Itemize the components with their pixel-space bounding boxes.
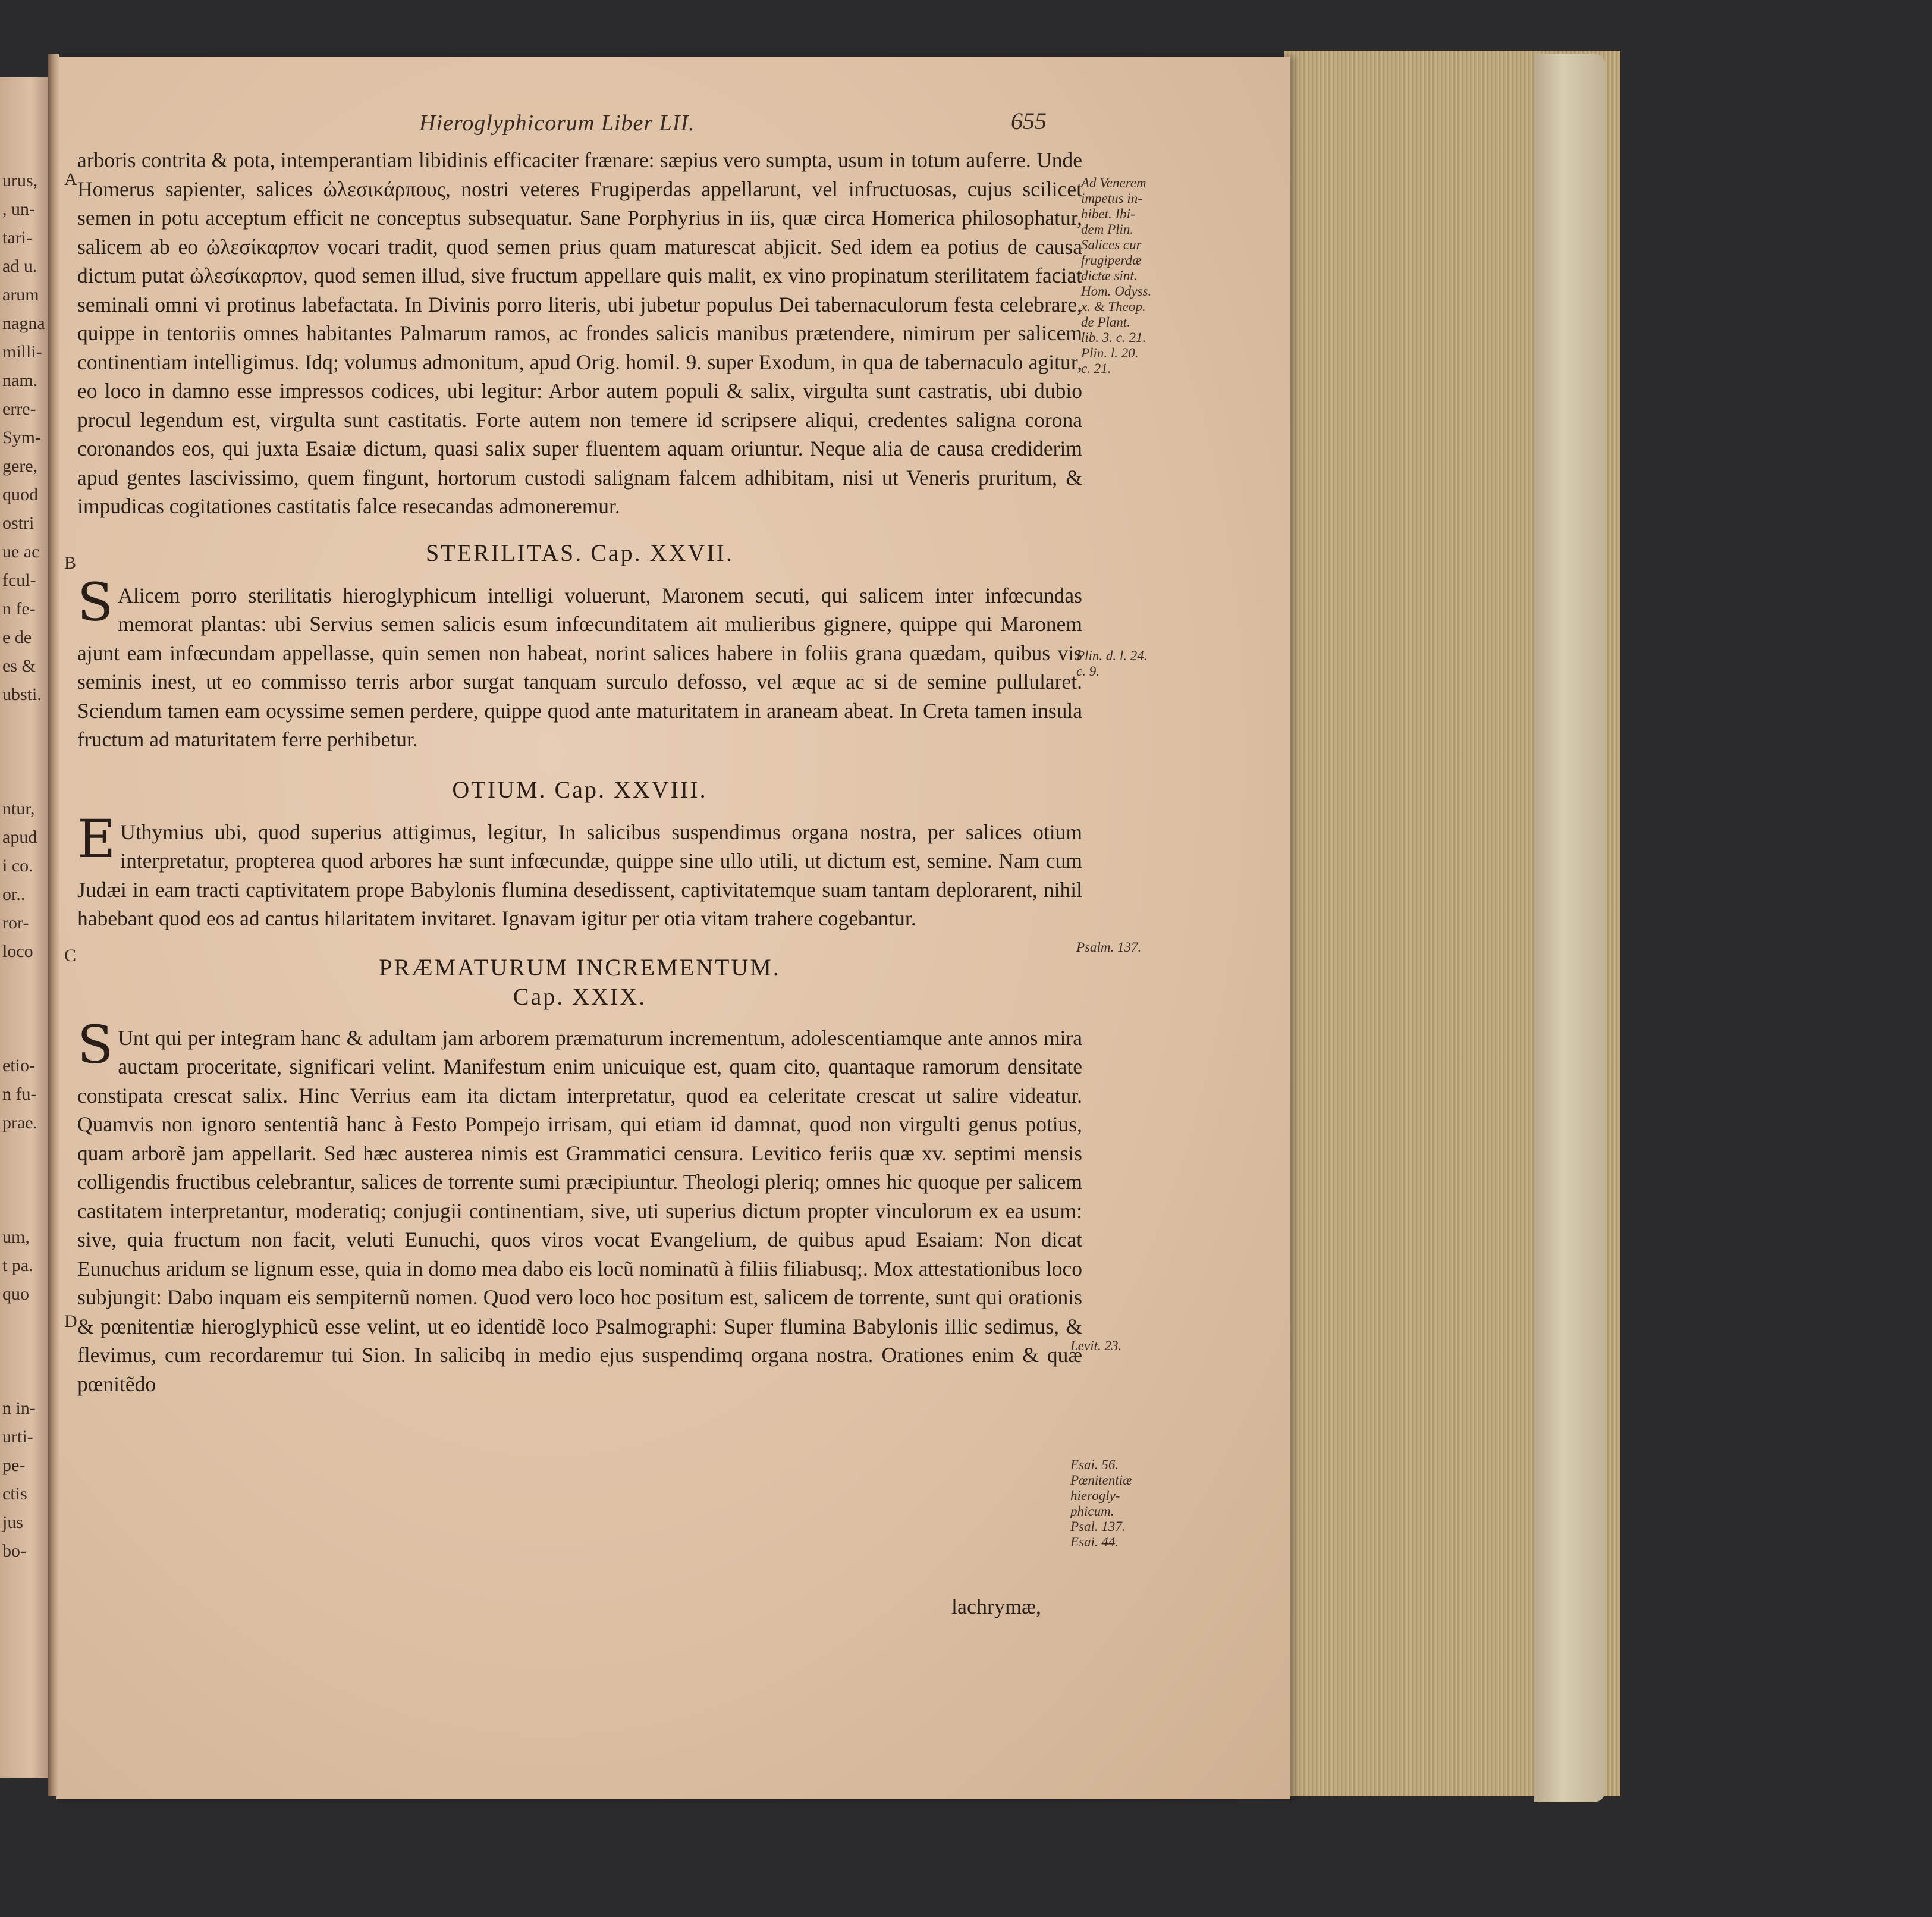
book-gutter <box>48 54 59 1796</box>
heading-otium: OTIUM. Cap. XXVIII. <box>452 776 708 803</box>
heading-praematurum: PRÆMATURUM INCREMENTUM. <box>379 953 781 981</box>
section-letter-a: A <box>64 170 77 189</box>
catchword: lachrymæ, <box>951 1595 1041 1618</box>
margin-note-1: Ad Venerem impetus in- hibet. Ibi- dem Plin. Salices cur frugiperdæ dictæ sint. Hom. Odyss. x. & Theop. de Plant. lib. 3. c. 21. Plin. l. 20. c. 21. <box>1081 175 1152 376</box>
page-number: 655 <box>1011 108 1047 134</box>
margin-note-3: Psalm. 137. <box>1076 940 1142 955</box>
section-otium <box>77 808 1267 933</box>
section-letter-b: B <box>64 553 77 573</box>
paragraph-2: Alicem porro sterilitatis hieroglyphicum intelligi voluerunt, Maronem secuti, qui salicem inter infœcundas memorat plantas: ubi Servius semen salicis esum infœcunditatem ait mulieribus gignere, quippe qui Maronem ajunt eam infœcundam appellasse, quin semen non habeat, norint salices habere in foliis grana quædam, quibus vis seminis inest, ut eo commisso terris arbor surgat tanquam surculo defosso, vel æque ac si de semine pullularet. Sciendum tamen eam ocyssime semen perdere, quippe quod ante maturitatem in araneam abeat. In Creta tamen insula fructum ad maturitatem ferre perhibetur. <box>77 583 1082 751</box>
book-cover <box>1534 54 1606 1802</box>
running-head: Hieroglyphicorum Liber LII. <box>419 111 695 136</box>
paragraph-1: arboris contrita & pota, intemperantiam libidinis efficaciter frænare: sæpius vero sumpta, usum in totum auferre. Unde Homerus sapienter, salices ὠλεσικάρπους, nostri veteres Frugiperdas appellarunt, vel infructuosas, cujus scilicet semen in potu acceptum efficit ne conceptus subsequatur. Sane Porphyrius in iis, quæ circa Homerica philosophatur, salicem ab eo ὠλεσίκαρπον vocari tradit, quod semen prius quam maturescat abjicit. Sed idem ea potius de causa dictum putat ὠλεσίκαρπον, quod semen illud, sive fructum appellare quis malit, ex vino propinatum sterilitatem faciat seminali omni vi protinus labefactata. In Divinis porro literis, ubi jubetur populus Dei tabernaculorum festa celebrare, quippe in tentoriis omnes habitantes Palmarum ramos, ac frondes salicis manibus prætendere, nimirum per salicem continentiam intelligimus. Idq; volumus admonitum, apud Orig. homil. 9. super Exodum, in qua de tabernaculo agitur, eo loco in damno esse impressos codices, ubi legitur: Arbor autem populi & salix, virgulta sunt castratis, ubi dubio procul legendum est, virgulta sunt castitatis. Forte autem non temere id scripsere aliqui, credentes saligna corona coronandos eos, qui juxta Esaiæ dictum, quasi salix super fluentem aquam oriuntur. Neque alia de causa crediderim apud gentes lascivissimo, quem fingunt, hortorum custodi salignam falcem adhibitam, nisi ut Veneris pruritum, & impudicas cogitationes castitatis falce resecandas admoneremur. <box>77 148 1082 518</box>
dropcap-s2: S <box>77 1014 114 1075</box>
margin-note-5: Esai. 56. Pœnitentiæ hierogly- phicum. Psal. 137. Esai. 44. <box>1070 1457 1132 1549</box>
margin-note-2: Plin. d. l. 24. c. 9. <box>1076 648 1148 679</box>
dropcap-e: E <box>77 808 116 870</box>
heading-cap-xxix: Cap. XXIX. <box>513 983 647 1010</box>
margin-note-4: Levit. 23. <box>1070 1338 1122 1353</box>
left-page-fragments: urus, , un- tari- ad u. arum nagna milli- nam. erre- Sym- gere, quod ostri ue ac fcul- n fe- e de es & ubsti. ntur, apud i co. or.. ror- loco etio- n fu- prae. um, t pa. quo n in- urti- pe- ctis jus bo- <box>2 171 45 1561</box>
paragraph-4: Unt qui per integram hanc & adultam jam arborem præmaturum incrementum, adolescentiamque ante annos mira auctam proceritate, significari velint. Manifestum enim unicuique est, quam cito, quantaque ramorum densitate constipata crescat salix. Hinc Verrius eam ita dictam interpretatur, quod ea celeritate crescat ut salire videatur. Quamvis non ignoro sententiã hanc à Festo Pompejo irrisam, qui etiam id damnat, quod non virgulti genus potius, quam arborẽ jam appellarit. Sed hæc austerea nimis est Grammatici censura. Levitico feriis quæ xv. septimi mensis colligendis fructibus celebrantur, salices de torrente sumi præcipiuntur. Theologi pleriq; omnes hic quoque per salicem castitatem interpretantur, moderatiq; conjugii continentiam, sive, uti superius dictum propter vinculorum ex ea usum: sive, quia fructum non facit, veluti Eunuchi, quos viros vocat Evangelium, de quibus apud Esaiam: Non dicat Eunuchus aridum se lignum esse, quia in domo mea dabo eis locũ nominatũ à filiis filiabusq;. Mox attestationibus loco subjungit: Dabo inquam eis sempiternũ nomen. Quod vero loco hoc positum est, salicem de torrente, sunt qui orationis & pœnitentiæ hieroglyphicũ esse velint, ut eo identidẽ loco Psalmographi: Super flumina Babylonis illic sedimus, & flevimus, cum recordaremur tui Sion. In salicibq in medio ejus suspendimq organa nostra. Orationes enim & quæ pœnitẽdo <box>77 1025 1082 1396</box>
section-letter-c: C <box>64 946 77 965</box>
dropcap-s: S <box>77 571 114 633</box>
paragraph-3: Uthymius ubi, quod superius attigimus, legitur, In salicibus suspendimus organa nostra, per salices otium interpretatur, propterea quod arbores hæ sunt infœcundæ, quippe sine ullo utili, ut dictum est, semine. Nam cum Judæi in eam tracti captivitatem prope Babylonis flumina desedissent, captivitatemque suam tantam deplorarent, nihil habebant quod eos ad cantus hilaritatem invitaret. Ignavam igitur per otia vitam trahere cogebantur. <box>77 820 1082 930</box>
left-page-edge <box>0 77 52 1778</box>
heading-sterilitas: STERILITAS. Cap. XXVII. <box>426 539 734 566</box>
section-letter-d: D <box>64 1312 77 1331</box>
